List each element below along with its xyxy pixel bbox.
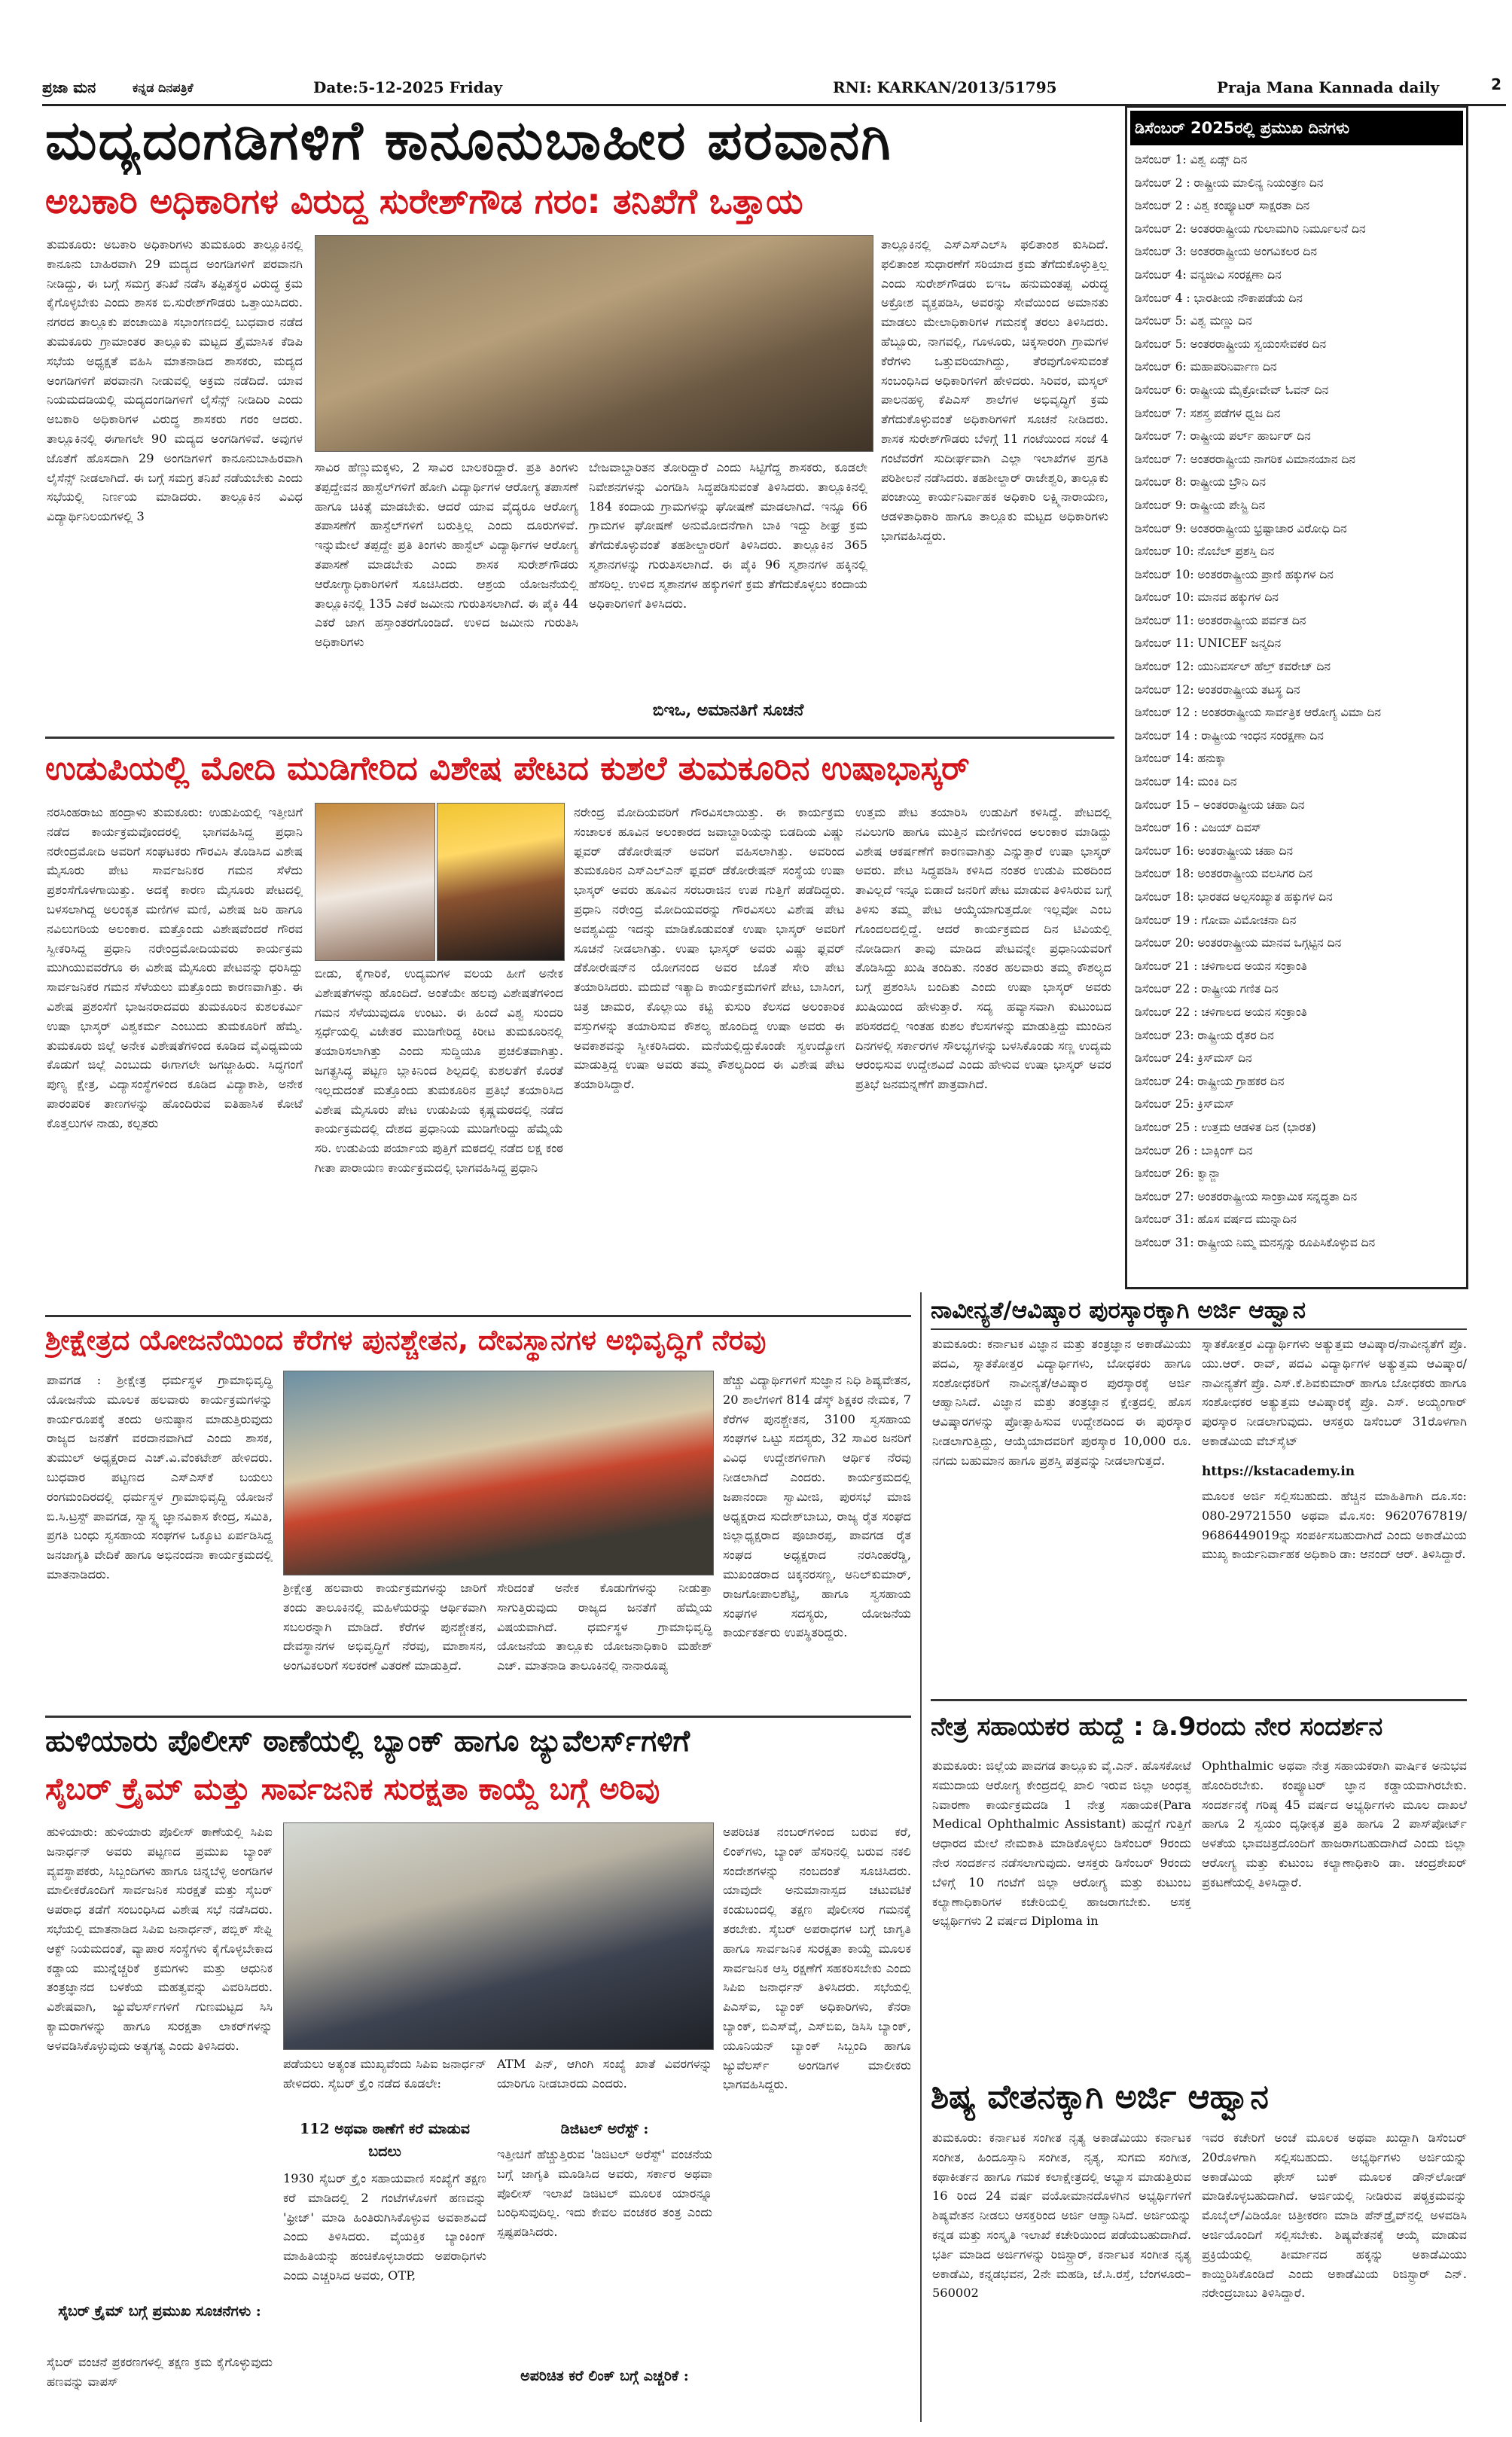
story3-column-2: ಶ್ರೀಕ್ಷೇತ್ರ ಹಲವಾರು ಕಾರ್ಯಕ್ರಮಗಳನ್ನು ಜಾರಿಗೆ ತಂದು ತಾಲೂಕಿನಲ್ಲಿ ಮಹಿಳೆಯರನ್ನು ಆರ್ಥಿಕವಾಗಿ ಸಬಲರನ್ನಾಗಿ ಮಾಡಿದೆ. ಕೆರೆಗಳ ಪುನಶ್ಚೇತನ, ದೇವಸ್ಥಾನಗಳ ಅಭಿವೃದ್ಧಿಗೆ ನೆರವು, ಮಾಶಾಸನ, ಅಂಗವಿಕಲರಿಗೆ ಸಲಕರಣೆ ವಿತರಣೆ ಮಾಡುತ್ತಿದೆ. bbox=[283, 1581, 486, 1673]
story4-headline: ನಾವೀನ್ಯತೆ/ಆವಿಷ್ಕಾರ ಪುರಸ್ಕಾರಕ್ಕಾಗಿ ಅರ್ಜಿ ಆಹ್ವಾನ bbox=[931, 1292, 1467, 1330]
date-item: ಡಿಸೆಂಬರ್ 23: ರಾಷ್ಟ್ರೀಯ ರೈತರ ದಿನ bbox=[1135, 1028, 1274, 1042]
date-item: ಡಿಸೆಂಬರ್ 9: ಅಂತರರಾಷ್ಟ್ರೀಯ ಭ್ರಷ್ಟಾಚಾರ ವಿರೋಧಿ ದಿನ bbox=[1135, 521, 1347, 535]
masthead-tagline: ಕನ್ನಡ ದಿನಪತ್ರಿಕೆ bbox=[133, 81, 194, 95]
date-item: ಡಿಸೆಂಬರ್ 5: ವಿಶ್ವ ಮಣ್ಣು ದಿನ bbox=[1135, 314, 1252, 328]
date-item: ಡಿಸೆಂಬರ್ 2 : ವಿಶ್ವ ಕಂಪ್ಯೂಟರ್ ಸಾಕ್ಷರತಾ ದಿನ bbox=[1135, 199, 1310, 213]
story3-column-3: ಸೇರಿದಂತೆ ಅನೇಕ ಕೊಡುಗೆಗಳನ್ನು ನೀಡುತ್ತಾ ಸಾಗುತ್ತಿರುವುದು ರಾಜ್ಯದ ಜನತೆಗೆ ಹೆಮ್ಮೆಯ ವಿಷಯವಾಗಿದೆ. ಧರ್ಮಸ್ಥಳ ಗ್ರಾಮಾಭಿವೃದ್ಧಿ ಯೋಜನೆಯ ತಾಲ್ಲೂಕು ಯೋಜನಾಧಿಕಾರಿ ಮಹೇಶ್ ಎಚ್. ಮಾತನಾಡಿ ತಾಲೂಕಿನಲ್ಲಿ ನಾನಾರೂಪ್ಯ bbox=[497, 1581, 712, 1673]
date-item: ಡಿಸೆಂಬರ್ 22 : ರಾಷ್ಟ್ರೀಯ ಗಣಿತ ದಿನ bbox=[1135, 982, 1279, 996]
divider bbox=[45, 1716, 911, 1718]
masthead-date: Date:5-12-2025 Friday bbox=[313, 78, 503, 96]
story4-column-2: ಸ್ನಾತಕೋತ್ತರ ವಿದ್ಯಾರ್ಥಿಗಳು ಅತ್ಯುತ್ತಮ ಆವಿಷ್ಕಾರ/ನಾವೀನ್ಯತೆಗೆ ಪ್ರೊ. ಯು.ಆರ್. ರಾವ್, ಪದವಿ ವಿದ್ಯಾರ್ಥಿಗಳ ಅತ್ಯುತ್ತಮ ಆವಿಷ್ಕಾರ/ನಾವೀನ್ಯತೆಗೆ ಪ್ರೊ. ಎಸ್.ಕೆ.ಶಿವಕುಮಾರ್ ಹಾಗೂ ಬೋಧಕರು ಹಾಗೂ ಸಂಶೋಧಕರ ಅತ್ಯುತ್ತಮ ಆವಿಷ್ಕಾರಕ್ಕೆ ಪ್ರೊ. ಎಸ್. ಅಯ್ಯಂಗಾರ್ ಪುರಸ್ಕಾರ ನೀಡಲಾಗುವುದು. ಆಸಕ್ತರು ಡಿಸೆಂಬರ್ 31ರೊಳಗಾಗಿ ಅಕಾಡೆಮಿಯ ವೆಬ್‌ಸೈಟ್ bbox=[1202, 1337, 1467, 1448]
story7-column-3-subhead-2: ಅಪರಿಚಿತ ಕರೆ ಲಿಂಕ್ ಬಗ್ಗೆ ಎಚ್ಚರಿಕೆ : bbox=[520, 2368, 689, 2384]
date-item: ಡಿಸೆಂಬರ್ 15 – ಅಂತರರಾಷ್ಟ್ರೀಯ ಚಹಾ ದಿನ bbox=[1135, 798, 1305, 812]
story6-column-1: ತುಮಕೂರು: ಕರ್ನಾಟಕ ಸಂಗೀತ ನೃತ್ಯ ಅಕಾಡೆಮಿಯು ಕರ್ನಾಟಕ ಸಂಗೀತ, ಹಿಂದೂಸ್ತಾನಿ ಸಂಗೀತ, ನೃತ್ಯ, ಸುಗಮ ಸಂಗೀತ, ಕಥಾಕೀರ್ತನ ಹಾಗೂ ಗಮಕ ಕಲಾಕ್ಷೇತ್ರದಲ್ಲಿ ಅಭ್ಯಾಸ ಮಾಡುತ್ತಿರುವ 16 ರಿಂದ 24 ವರ್ಷ ವಯೋಮಾನದೊಳಗಿನ ಅಭ್ಯರ್ಥಿಗಳಿಗೆ ಶಿಷ್ಯವೇತನ ನೀಡಲು ಆಸಕ್ತರಿಂದ ಅರ್ಜಿ ಆಹ್ವಾನಿಸಿದೆ. ಅರ್ಜಿಯನ್ನು ಕನ್ನಡ ಮತ್ತು ಸಂಸ್ಕೃತಿ ಇಲಾಖೆ ಕಚೇರಿಯಿಂದ ಪಡೆಯಬಹುದಾಗಿದೆ. ಭರ್ತಿ ಮಾಡಿದ ಅರ್ಜಿಗಳನ್ನು ರಿಜಿಸ್ಟ್ರಾರ್, ಕರ್ನಾಟಕ ಸಂಗೀತ ನೃತ್ಯ ಅಕಾಡೆಮಿ, ಕನ್ನಡಭವನ, 2ನೇ ಮಹಡಿ, ಜೆ.ಸಿ.ರಸ್ತೆ, ಬೆಂಗಳೂರು–560002 bbox=[932, 2130, 1191, 2301]
story7-column-2-tail: 1930 ಸೈಬರ್ ಕ್ರೈಂ ಸಹಾಯವಾಣಿ ಸಂಖ್ಯೆಗೆ ತಕ್ಷಣ ಕರೆ ಮಾಡಿದಲ್ಲಿ 2 ಗಂಟೆಗಳೊಳಗೆ ಹಣವನ್ನು 'ಫ್ರೀಜ್' ಮಾಡಿ ಹಿಂತಿರುಗಿಸಿಕೊಳ್ಳುವ ಅವಕಾಶವಿದೆ ಎಂದು ತಿಳಿಸಿದರು. ವೈಯಕ್ತಿಕ ಬ್ಯಾಂಕಿಂಗ್ ಮಾಹಿತಿಯನ್ನು ಹಂಚಿಕೊಳ್ಳಬಾರದು ಅಪರಾಧಿಗಳು ಎಂದು ಎಚ್ಚರಿಸಿದ ಅವರು, OTP, bbox=[283, 2171, 486, 2283]
story1-headline: ಮದ್ಯದಂಗಡಿಗಳಿಗೆ ಕಾನೂನುಬಾಹೀರ ಪರವಾನಗಿ bbox=[45, 108, 892, 172]
masthead-rni: RNI: KARKAN/2013/51795 bbox=[833, 78, 1057, 96]
date-item: ಡಿಸೆಂಬರ್ 12 : ಅಂತರರಾಷ್ಟ್ರೀಯ ಸಾರ್ವತ್ರಿಕ ಆರೋಗ್ಯ ವಿಮಾ ದಿನ bbox=[1135, 706, 1381, 720]
date-item: ಡಿಸೆಂಬರ್ 24: ಕ್ರಿಸ್‌ಮಸ್ ದಿನ bbox=[1135, 1051, 1252, 1066]
story3-column-4: ಹೆಚ್ಚು ವಿದ್ಯಾರ್ಥಿಗಳಿಗೆ ಸುಜ್ಞಾನ ನಿಧಿ ಶಿಷ್ಯವೇತನ, 20 ಶಾಲೆಗಳಿಗೆ 814 ಡೆಸ್ಕ್ ಶಿಕ್ಷಕರ ನೇಮಕ, 7 ಕೆರೆಗಳ ಪುನಶ್ಚೇತನ, 3100 ಸ್ವಸಹಾಯ ಸಂಘಗಳ ಒಟ್ಟು ಸದಸ್ಯರು, 32 ಸಾವಿರ ಜನರಿಗೆ ವಿವಿಧ ಉದ್ದೇಶಗಳಿಗಾಗಿ ಆರ್ಥಿಕ ನೆರವು ನೀಡಲಾಗಿದೆ ಎಂದರು. ಕಾರ್ಯಕ್ರಮದಲ್ಲಿ ಜಪಾನಂದಾ ಸ್ವಾಮೀಜಿ, ಪುರಸಭೆ ಮಾಜಿ ಅಧ್ಯಕ್ಷರಾದ ಸುದೇಶ್‌ಬಾಬು, ರಾಜ್ಯ ರೈತ ಸಂಘದ ಜಿಲ್ಲಾಧ್ಯಕ್ಷರಾದ ಪೂಜಾರಪ್ಪ, ಪಾವಗಡ ರೈತ ಸಂಘದ ಅಧ್ಯಕ್ಷರಾದ ನರಸಿಂಹರೆಡ್ಡಿ, ಮುಖಂಡರಾದ ಚಿಕ್ಕನರಸಣ್ಣ, ಅನಿಲ್‌ಕುಮಾರ್, ರಾಜಗೋಪಾಲಶೆಟ್ಟಿ, ಹಾಗೂ ಸ್ವಸಹಾಯ ಸಂಘಗಳ ಸದಸ್ಯರು, ಯೋಜನೆಯ ಕಾರ್ಯಕರ್ತರು ಉಪಸ್ಥಿತರಿದ್ದರು. bbox=[723, 1373, 911, 1640]
story4-column-1: ತುಮಕೂರು: ಕರ್ನಾಟಕ ವಿಜ್ಞಾನ ಮತ್ತು ತಂತ್ರಜ್ಞಾನ ಅಕಾಡೆಮಿಯು ಪದವಿ, ಸ್ನಾತಕೋತ್ತರ ವಿದ್ಯಾರ್ಥಿಗಳು, ಬೋಧಕರು ಹಾಗೂ ಸಂಶೋಧಕರಿಗೆ ನಾವೀನ್ಯತೆ/ಆವಿಷ್ಕಾರ ಪುರಸ್ಕಾರಕ್ಕೆ ಅರ್ಜಿ ಆಹ್ವಾನಿಸಿದೆ. ವಿಜ್ಞಾನ ಮತ್ತು ತಂತ್ರಜ್ಞಾನ ಕ್ಷೇತ್ರದಲ್ಲಿ ಹೊಸ ಆವಿಷ್ಕಾರಗಳನ್ನು ಪ್ರೋತ್ಸಾಹಿಸುವ ಉದ್ದೇಶದಿಂದ ಈ ಪುರಸ್ಕಾರ ನೀಡಲಾಗುತ್ತಿದ್ದು, ಆಯ್ಕೆಯಾದವರಿಗೆ ಪುರಸ್ಕಾರ 10,000 ರೂ. ನಗದು ಬಹುಮಾನ ಹಾಗೂ ಪ್ರಶಸ್ತಿ ಪತ್ರವನ್ನು ನೀಡಲಾಗುತ್ತದೆ. bbox=[932, 1337, 1191, 1468]
story2-column-2: ಬೀಡು, ಕೈಗಾರಿಕೆ, ಉದ್ಯಮಗಳ ವಲಯ ಹೀಗೆ ಅನೇಕ ವಿಶೇಷತೆಗಳನ್ನು ಹೊಂದಿದೆ. ಅಂತೆಯೇ ಹಲವು ವಿಶೇಷತೆಗಳಿಂದ ಗಮನ ಸೆಳೆಯುವುದೂ ಉಂಟು. ಈ ಹಿಂದೆ ವಿಶ್ವ ಸುಂದರಿ ಸ್ಪರ್ಧೆಯಲ್ಲಿ ವಿಜೇತರ ಮುಡಿಗೇರಿದ್ದ ಕಿರೀಟ ತುಮಕೂರಿನಲ್ಲಿ ತಯಾರಿಸಲಾಗಿತ್ತು ಎಂದು ಸುದ್ದಿಯೂ ಪ್ರಚಲಿತವಾಗಿತ್ತು. ಜಗತ್ಪ್ರಸಿದ್ಧ ಪಟ್ಟಣ ಬ್ಲಾಕಿನಿಂದ ಶಿಲ್ಪದಲ್ಲಿ ಕುಶಲತೆಗೆ ಕೊರತೆ ಇಲ್ಲದುದಂತೆ ಮತ್ತೊಂದು ತುಮಕೂರಿನ ಪ್ರತಿಭೆ ತಯಾರಿಸಿದ ವಿಶೇಷ ಮೈಸೂರು ಪೇಟ ಉಡುಪಿಯ ಕೃಷ್ಣಮಠದಲ್ಲಿ ನಡೆದ ಕಾರ್ಯಕ್ರಮದಲ್ಲಿ ದೇಶದ ಪ್ರಧಾನಿಯ ಮುಡಿಗೇರಿದ್ದು ಹೆಮ್ಮೆಯೆ ಸರಿ. ಉಡುಪಿಯ ಪರ್ಯಾಯ ಪುತ್ತಿಗೆ ಮಠದಲ್ಲಿ ನಡೆದ ಲಕ್ಷ ಕಂಠ ಗೀತಾ ಪಾರಾಯಣ ಕಾರ್ಯಕ್ರಮದಲ್ಲಿ ಭಾಗವಹಿಸಿದ್ದ ಪ್ರಧಾನಿ bbox=[315, 966, 563, 1175]
usha-bhaskar-photo bbox=[437, 803, 565, 961]
story1-column-2: ಸಾವಿರ ಹೆಣ್ಣುಮಕ್ಕಳು, 2 ಸಾವಿರ ಬಾಲಕರಿದ್ದಾರೆ. ಪ್ರತಿ ತಿಂಗಳು ತಪ್ಪದ್ದೇವನ ಹಾಸ್ಟೆಲ್‌ಗಳಿಗೆ ಹೋಗಿ ವಿದ್ಯಾರ್ಥಿಗಳ ಆರೋಗ್ಯ ತಪಾಸಣೆ ಹಾಗೂ ಚಿಕಿತ್ಸೆ ಮಾಡಬೇಕು. ಆದರೆ ಯಾವ ವೈದ್ಯರೂ ಆರೋಗ್ಯ ತಪಾಸಣೆಗೆ ಹಾಸ್ಟೆಲ್‌ಗಳಿಗೆ ಬರುತ್ತಿಲ್ಲ ಎಂದು ದೂರುಗಳಿವೆ. ಇನ್ನುಮೇಲೆ ತಪ್ಪದ್ದೇ ಪ್ರತಿ ತಿಂಗಳು ಹಾಸ್ಟೆಲ್ ವಿದ್ಯಾರ್ಥಿಗಳ ಆರೋಗ್ಯ ತಪಾಸಣೆ ಮಾಡಬೇಕು ಎಂದು ಶಾಸಕ ಸುರೇಶ್‌ಗೌಡರು ಆರೋಗ್ಯಾಧಿಕಾರಿಗಳಿಗೆ ಸೂಚಿಸಿದರು. ಆಶ್ರಯ ಯೋಜನೆಯಲ್ಲಿ ತಾಲ್ಲೂಕಿನಲ್ಲಿ 135 ಎಕರೆ ಜಮೀನು ಗುರುತಿಸಲಾಗಿದೆ. ಈ ಪೈಕಿ 44 ಎಕರೆ ಜಾಗ ಹಸ್ತಾಂತರಗೊಂಡಿದೆ. ಉಳಿದ ಜಮೀನು ಗುರುತಿಸಿ ಅಧಿಕಾರಿಗಳು bbox=[315, 460, 578, 650]
dates-box-heading: ಡಿಸೆಂಬರ್ 2025ರಲ್ಲಿ ಪ್ರಮುಖ ದಿನಗಳು bbox=[1130, 111, 1463, 145]
story3-column-1: ಪಾವಗಡ : ಶ್ರೀಕ್ಷೇತ್ರ ಧರ್ಮಸ್ಥಳ ಗ್ರಾಮಾಭಿವೃದ್ಧಿ ಯೋಜನೆಯ ಮೂಲಕ ಹಲವಾರು ಕಾರ್ಯಕ್ರಮಗಳನ್ನು ಕಾರ್ಯರೂಪಕ್ಕೆ ತಂದು ಅನುಷ್ಠಾನ ಮಾಡುತ್ತಿರುವುದು ರಾಜ್ಯದ ಜನತೆಗೆ ವರದಾನವಾಗಿದೆ ಎಂದು ಶಾಸಕ, ತುಮುಲ್ ಅಧ್ಯಕ್ಷರಾದ ಎಚ್.ವಿ.ವೆಂಕಟೇಶ್ ಹೇಳಿದರು. ಬುಧವಾರ ಪಟ್ಟಣದ ಎಸ್‌ಎಸ್‌ಕೆ ಬಯಲು ರಂಗಮಂದಿರದಲ್ಲಿ ಧರ್ಮಸ್ಥಳ ಗ್ರಾಮಾಭಿವೃದ್ಧಿ ಯೋಜನೆ ಬಿ.ಸಿ.ಟ್ರಸ್ಟ್ ಪಾವಗಡ, ಸ್ವಾಸ್ಥ್ಯ ಜ್ಞಾನವಿಕಾಸ ಕೇಂದ್ರ, ಸಮಿತಿ, ಪ್ರಗತಿ ಬಂಧು ಸ್ವಸಹಾಯ ಸಂಘಗಳ ಒಕ್ಕೂಟ ಏರ್ಪಡಿಸಿದ್ದ ಜನಜಾಗೃತಿ ವೇದಿಕೆ ಹಾಗೂ ಅಭಿನಂದನಾ ಕಾರ್ಯಕ್ರಮದಲ್ಲಿ ಮಾತನಾಡಿದರು. bbox=[47, 1373, 273, 1581]
date-item: ಡಿಸೆಂಬರ್ 11: UNICEF ಜನ್ಮದಿನ bbox=[1135, 636, 1281, 651]
dates-list bbox=[1135, 148, 1459, 1255]
date-item: ಡಿಸೆಂಬರ್ 7: ರಾಷ್ಟ್ರೀಯ ಪರ್ಲ್ ಹಾರ್ಬರ್ ದಿನ bbox=[1135, 429, 1311, 444]
date-item: ಡಿಸೆಂಬರ್ 26 : ಬಾಕ್ಸಿಂಗ್ ದಿನ bbox=[1135, 1143, 1253, 1157]
story2-column-4: ಉತ್ತಮ ಪೇಟ ತಯಾರಿಸಿ ಉಡುಪಿಗೆ ಕಳಿಸಿದ್ದೆ. ಪೇಟದಲ್ಲಿ ನವಿಲುಗರಿ ಹಾಗೂ ಮುತ್ತಿನ ಮಣಿಗಳಿಂದ ಅಲಂಕಾರ ಮಾಡಿದ್ದು ವಿಶೇಷ ಆಕರ್ಷಣೆಗೆ ಕಾರಣವಾಗಿತ್ತು ಎನ್ನುತ್ತಾರೆ ಉಷಾ ಭಾಸ್ಕರ್ ಅವರು. ಪೇಟ ಸಿದ್ಧಪಡಿಸಿ ಕಳಿಸಿದ ನಂತರ ಉಡುಪಿ ಮಠದಿಂದ ತಾವಿಲ್ಲದೆ ಇನ್ನೂ ಬಿಡಾದೆ ಜನರಿಗೆ ಪೇಟ ಮಾಡುವ ತಿಳಿಸಿರುವ ಬಗ್ಗೆ ತಿಳಿಸು ತಮ್ಮ ಪೇಟ ಆಯ್ಕೆಯಾಗುತ್ತದೋ ಇಲ್ಲವೋ ಎಂಬ ಗೊಂದಲದಲ್ಲಿದ್ದೆ. ಆದರೆ ಕಾರ್ಯಕ್ರಮದ ದಿನ ಟಿವಿಯಲ್ಲಿ ನೋಡಿದಾಗ ತಾವು ಮಾಡಿದ ಪೇಟವನ್ನೇ ಪ್ರಧಾನಿಯವರಿಗೆ ತೊಡಿಸಿದ್ದು ಖುಷಿ ತಂದಿತು. ನಂತರ ಹಲವಾರು ತಮ್ಮ ಕೌಶಲ್ಯದ ಬಗ್ಗೆ ಪ್ರಶಂಸಿಸಿ ಬಂದಿತು ಎಂದು ಉಷಾ ಭಾಸ್ಕರ್ ಅವರು ಖುಷಿಯಿಂದ ಹೇಳುತ್ತಾರೆ. ಸದ್ಯ ಹವ್ಯಾಸವಾಗಿ ಕುಟುಂಬದ ಪರಿಸರದಲ್ಲಿ ಇಂತಹ ಕುಶಲ ಕೆಲಸಗಳನ್ನು ಮಾಡುತ್ತಿದ್ದು ಮುಂದಿನ ದಿನಗಳಲ್ಲಿ ಸರ್ಕಾರಗಳ ಸೌಲಭ್ಯಗಳನ್ನು ಬಳಸಿಕೊಂಡು ಸಣ್ಣ ಉದ್ಯಮ ಆರಂಭಿಸುವ ಉದ್ದೇಶವಿದೆ ಎಂದು ಹೇಳುವ ಉಷಾ ಭಾಸ್ಕರ್ ಅವರ ಪ್ರತಿಭೆ ಜನಮನ್ನಣೆಗೆ ಪಾತ್ರವಾಗಿದೆ. bbox=[855, 805, 1111, 1092]
date-item: ಡಿಸೆಂಬರ್ 6: ಮಹಾಪರಿನಿರ್ವಾಣ ದಿನ bbox=[1135, 360, 1277, 374]
date-item: ಡಿಸೆಂಬರ್ 2: ಅಂತರರಾಷ್ಟ್ರೀಯ ಗುಲಾಮಗಿರಿ ನಿರ್ಮೂಲನೆ ದಿನ bbox=[1135, 221, 1366, 236]
story5-column-2: Ophthalmic ಅಥವಾ ನೇತ್ರ ಸಹಾಯಕರಾಗಿ ವಾರ್ಷಿಕ ಅನುಭವ ಹೊಂದಿರಬೇಕು. ಕಂಪ್ಯೂಟರ್ ಜ್ಞಾನ ಕಡ್ಡಾಯವಾಗಿರಬೇಕು. ಸಂದರ್ಶನಕ್ಕೆ ಗರಿಷ್ಠ 45 ವರ್ಷದ ಅಭ್ಯರ್ಥಿಗಳು ಮೂಲ ದಾಖಲೆ ಹಾಗೂ 2 ಸ್ವಯಂ ದೃಢೀಕೃತ ಪ್ರತಿ ಹಾಗೂ 2 ಪಾಸ್‌ಪೋರ್ಟ್ ಅಳತೆಯ ಭಾವಚಿತ್ರದೊಂದಿಗೆ ಹಾಜರಾಗಬಹುದಾಗಿದೆ ಎಂದು ಜಿಲ್ಲಾ ಆರೋಗ್ಯ ಮತ್ತು ಕುಟುಂಬ ಕಲ್ಯಾಣಾಧಿಕಾರಿ ಡಾ. ಚಂದ್ರಶೇಖರ್ ಪ್ರಕಟಣೆಯಲ್ಲಿ ತಿಳಿಸಿದ್ದಾರೆ. bbox=[1202, 1758, 1467, 1890]
story7-column-1-tail: ಸೈಬರ್ ವಂಚನೆ ಪ್ರಕರಣಗಳಲ್ಲಿ ತಕ್ಷಣ ಕ್ರಮ ಕೈಗೊಳ್ಳುವುದು ಹಣವನ್ನು ವಾಪಸ್ bbox=[47, 2355, 273, 2389]
date-item: ಡಿಸೆಂಬರ್ 27: ಅಂತರರಾಷ್ಟ್ರೀಯ ಸಾಂಕ್ರಾಮಿಕ ಸನ್ನದ್ಧತಾ ದಿನ bbox=[1135, 1189, 1358, 1203]
date-item: ಡಿಸೆಂಬರ್ 16: ಅಂತರಾಷ್ಟ್ರೀಯ ಚಹಾ ದಿನ bbox=[1135, 843, 1293, 858]
story1-subheadline: ಅಬಕಾರಿ ಅಧಿಕಾರಿಗಳ ವಿರುದ್ಧ ಸುರೇಶ್‌ಗೌಡ ಗರಂ: ತನಿಖೆಗೆ ಒತ್ತಾಯ bbox=[45, 181, 803, 221]
masthead-paper-name: Praja Mana Kannada daily bbox=[1217, 78, 1440, 96]
date-item: ಡಿಸೆಂಬರ್ 14 : ರಾಷ್ಟ್ರೀಯ ಇಂಧನ ಸಂರಕ್ಷಣಾ ದಿನ bbox=[1135, 728, 1324, 743]
story7-column-1: ಹುಳಿಯಾರು: ಹುಳಿಯಾರು ಪೊಲೀಸ್ ಠಾಣೆಯಲ್ಲಿ ಸಿಪಿಐ ಜನಾರ್ಧನ್ ಅವರು ಪಟ್ಟಣದ ಪ್ರಮುಖ ಬ್ಯಾಂಕ್ ವ್ಯವಸ್ಥಾಪಕರು, ಸಿಬ್ಬಂದಿಗಳು ಹಾಗೂ ಚಿನ್ನಬೆಳ್ಳಿ ಅಂಗಡಿಗಳ ಮಾಲೀಕರೊಂದಿಗೆ ಸಾರ್ವಜನಿಕ ಸುರಕ್ಷತೆ ಮತ್ತು ಸೈಬರ್ ಅಪರಾಧ ತಡೆಗೆ ಸಂಬಂಧಿಸಿದ ವಿಶೇಷ ಸಭೆ ನಡೆಸಿದರು. ಸಭೆಯಲ್ಲಿ ಮಾತನಾಡಿದ ಸಿಪಿಐ ಜನಾರ್ಧನ್, ಪಬ್ಲಿಕ್ ಸೇಫ್ಟಿ ಆಕ್ಟ್ ನಿಯಮದಂತೆ, ವ್ಯಾಪಾರ ಸಂಸ್ಥೆಗಳು ಕೈಗೊಳ್ಳಬೇಕಾದ ಕಡ್ಡಾಯ ಮುನ್ನೆಚ್ಚರಿಕೆ ಕ್ರಮಗಳು ಮತ್ತು ಆಧುನಿಕ ತಂತ್ರಜ್ಞಾನದ ಬಳಕೆಯ ಮಹತ್ವವನ್ನು ವಿವರಿಸಿದರು. ವಿಶೇಷವಾಗಿ, ಜ್ಯುವೆಲರ್ಸ್‌ಗಳಿಗೆ ಗುಣಮಟ್ಟದ ಸಿಸಿ ಕ್ಯಾಮರಾಗಳನ್ನು ಹಾಗೂ ಸುರಕ್ಷತಾ ಲಾಕರ್‌ಗಳನ್ನು ಅಳವಡಿಸಿಕೊಳ್ಳುವುದು ಅತ್ಯಗತ್ಯ ಎಂದು ತಿಳಿಸಿದರು. bbox=[47, 1825, 273, 2053]
date-item: ಡಿಸೆಂಬರ್ 25 : ಉತ್ತಮ ಆಡಳಿತ ದಿನ (ಭಾರತ) bbox=[1135, 1120, 1316, 1134]
divider bbox=[931, 1699, 1467, 1701]
story7-column-3-tail: ಇತ್ತೀಚಿಗೆ ಹೆಚ್ಚುತ್ತಿರುವ 'ಡಿಜಿಟಲ್ ಅರೆಸ್ಟ್' ವಂಚನೆಯ ಬಗ್ಗೆ ಜಾಗೃತಿ ಮೂಡಿಸಿದ ಅವರು, ಸರ್ಕಾರ ಅಥವಾ ಪೊಲೀಸ್ ಇಲಾಖೆ ಡಿಜಿಟಲ್ ಮೂಲಕ ಯಾರನ್ನೂ ಬಂಧಿಸುವುದಿಲ್ಲ. ಇದು ಕೇವಲ ವಂಚಕರ ತಂತ್ರ ಎಂದು ಸ್ಪಷ್ಟಪಡಿಸಿದರು. bbox=[497, 2147, 712, 2240]
date-item: ಡಿಸೆಂಬರ್ 7: ಸಶಸ್ತ್ರ ಪಡೆಗಳ ಧ್ವಜ ದಿನ bbox=[1135, 406, 1281, 420]
date-item: ಡಿಸೆಂಬರ್ 25: ಕ್ರಿಸ್‌ಮಸ್ bbox=[1135, 1097, 1235, 1112]
modi-photo bbox=[315, 803, 435, 961]
story2-headline: ಉಡುಪಿಯಲ್ಲಿ ಮೋದಿ ಮುಡಿಗೇರಿದ ವಿಶೇಷ ಪೇಟದ ಕುಶಲೆ ತುಮಕೂರಿನ ಉಷಾಭಾಸ್ಕರ್ bbox=[45, 749, 970, 788]
date-item: ಡಿಸೆಂಬರ್ 9: ರಾಷ್ಟ್ರೀಯ ಪೇಸ್ಟ್ರಿ ದಿನ bbox=[1135, 498, 1266, 512]
divider bbox=[45, 1315, 911, 1317]
date-item: ಡಿಸೆಂಬರ್ 31: ರಾಷ್ಟ್ರೀಯ ನಿಮ್ಮ ಮನಸ್ಸನ್ನು ರೂಪಿಸಿಕೊಳ್ಳುವ ದಿನ bbox=[1135, 1235, 1376, 1249]
date-item: ಡಿಸೆಂಬರ್ 24: ರಾಷ್ಟ್ರೀಯ ಗ್ರಾಹಕರ ದಿನ bbox=[1135, 1074, 1285, 1088]
story7-column-3: ATM ಪಿನ್, ಆಗಿಂಗಿ ಸಂಖ್ಯೆ ಖಾತೆ ವಿವರಗಳನ್ನು ಯಾರಿಗೂ ನೀಡಬಾರದು ಎಂದರು. bbox=[497, 2057, 712, 2091]
date-item: ಡಿಸೆಂಬರ್ 6: ರಾಷ್ಟ್ರೀಯ ಮೈಕ್ರೋವೇವ್ ಓವನ್ ದಿನ bbox=[1135, 383, 1329, 397]
story7-column-4: ಅಪರಿಚಿತ ನಂಬರ್‌ಗಳಿಂದ ಬರುವ ಕರೆ, ಲಿಂಕ್‌ಗಳು, ಬ್ಯಾಂಕ್ ಹೆಸರಿನಲ್ಲಿ ಬರುವ ನಕಲಿ ಸಂದೇಶಗಳನ್ನು ನಂಬದಂತೆ ಸೂಚಿಸಿದರು. ಯಾವುದೇ ಅನುಮಾನಾಸ್ಪದ ಚಟುವಟಿಕೆ ಕಂಡುಬಂದಲ್ಲಿ ತಕ್ಷಣ ಪೊಲೀಸರ ಗಮನಕ್ಕೆ ತರಬೇಕು. ಸೈಬರ್ ಅಪರಾಧಗಳ ಬಗ್ಗೆ ಜಾಗೃತಿ ಹಾಗೂ ಸಾರ್ವಜನಿಕ ಸುರಕ್ಷತಾ ಕಾಯ್ದೆ ಮೂಲಕ ಸಾರ್ವಜನಿಕ ಆಸ್ತಿ ರಕ್ಷಣೆಗೆ ಸಹಕರಿಸಬೇಕು ಎಂದು ಸಿಪಿಐ ಜನಾರ್ಧನ್ ತಿಳಿಸಿದರು. ಸಭೆಯಲ್ಲಿ ಪಿಎಸ್‌ಐ, ಬ್ಯಾಂಕ್ ಅಧಿಕಾರಿಗಳು, ಕೆನರಾ ಬ್ಯಾಂಕ್, ಬಿಎಸ್‌ವೈ, ಎಸ್‌ಬಿಐ, ಡಿಸಿಸಿ ಬ್ಯಾಂಕ್, ಯೂನಿಯನ್ ಬ್ಯಾಂಕ್ ಸಿಬ್ಬಂದಿ ಹಾಗೂ ಜ್ಯುವೆಲರ್ಸ್ ಅಂಗಡಿಗಳ ಮಾಲೀಕರು ಭಾಗವಹಿಸಿದ್ದರು. bbox=[723, 1825, 911, 2092]
date-item: ಡಿಸೆಂಬರ್ 16 : ವಿಜಯ್ ದಿವಸ್ bbox=[1135, 821, 1261, 835]
story7-headline-2: ಸೈಬರ್ ಕ್ರೈಮ್ ಮತ್ತು ಸಾರ್ವಜನಿಕ ಸುರಕ್ಷತಾ ಕಾಯ್ದೆ ಬಗ್ಗೆ ಅರಿವು bbox=[45, 1772, 660, 1807]
date-item: ಡಿಸೆಂಬರ್ 20: ಅಂತರರಾಷ್ಟ್ರೀಯ ಮಾನವ ಒಗ್ಗಟ್ಟಿನ ದಿನ bbox=[1135, 936, 1342, 950]
date-item: ಡಿಸೆಂಬರ್ 11: ಅಂತರರಾಷ್ಟ್ರೀಯ ಪರ್ವತ ದಿನ bbox=[1135, 613, 1306, 627]
story6-headline: ಶಿಷ್ಯ ವೇತನಕ್ಕಾಗಿ ಅರ್ಜಿ ಆಹ್ವಾನ bbox=[931, 2078, 1269, 2116]
date-item: ಡಿಸೆಂಬರ್ 10: ಮಾನವ ಹಕ್ಕುಗಳ ದಿನ bbox=[1135, 590, 1279, 605]
date-item: ಡಿಸೆಂಬರ್ 14: ಮಂಕಿ ದಿನ bbox=[1135, 775, 1237, 789]
story4-website-link[interactable]: https://kstacademy.in bbox=[1202, 1464, 1355, 1479]
story6-column-2: ಇವರ ಕಚೇರಿಗೆ ಅಂಚೆ ಮೂಲಕ ಅಥವಾ ಖುದ್ದಾಗಿ ಡಿಸೆಂಬರ್ 20ರೊಳಗಾಗಿ ಸಲ್ಲಿಸಬಹುದು. ಅಭ್ಯರ್ಥಿಗಳು ಅರ್ಜಿಯನ್ನು ಅಕಾಡೆಮಿಯ ಫೇಸ್ ಬುಕ್ ಮೂಲಕ ಡೌನ್‌ಲೋಡ್ ಮಾಡಿಕೊಳ್ಳಬಹುದಾಗಿದೆ. ಅರ್ಜಿಯಲ್ಲಿ ನೀಡಿರುವ ಪಠ್ಯಕ್ರಮವನ್ನು ಮೊಬೈಲ್/ವಿಡಿಯೋ ಚಿತ್ರೀಕರಣ ಮಾಡಿ ಪೆನ್‌ಡ್ರೈವ್‌ನಲ್ಲಿ ಅಳವಡಿಸಿ ಅರ್ಜಿಯೊಂದಿಗೆ ಸಲ್ಲಿಸಬೇಕು. ಶಿಷ್ಯವೇತನಕ್ಕೆ ಆಯ್ಕೆ ಮಾಡುವ ಪ್ರಕ್ರಿಯೆಯಲ್ಲಿ ತೀರ್ಮಾನದ ಹಕ್ಕನ್ನು ಅಕಾಡೆಮಿಯು ಕಾಯ್ದಿರಿಸಿಕೊಂಡಿದೆ ಎಂದು ಅಕಾಡೆಮಿಯ ರಿಜಿಸ್ಟ್ರಾರ್ ಎನ್. ನರೇಂದ್ರಬಾಬು ತಿಳಿಸಿದ್ದಾರೆ. bbox=[1202, 2130, 1467, 2301]
story4-column-2-tail: ಮೂಲಕ ಅರ್ಜಿ ಸಲ್ಲಿಸಬಹುದು. ಹೆಚ್ಚಿನ ಮಾಹಿತಿಗಾಗಿ ದೂ.ಸಂ: 080-29721550 ಅಥವಾ ಮೊ.ಸಂ: 9620767819/ 9686449019ನ್ನು ಸಂಪರ್ಕಿಸಬಹುದಾಗಿದೆ ಎಂದು ಅಕಾಡೆಮಿಯ ಮುಖ್ಯ ಕಾರ್ಯನಿರ್ವಾಹಕ ಅಧಿಕಾರಿ ಡಾ: ಆನಂದ್ ಆರ್. ತಿಳಿಸಿದ್ದಾರೆ. bbox=[1202, 1489, 1467, 1562]
story3-photo bbox=[283, 1371, 714, 1575]
story7-column-1-subhead: ಸೈಬರ್ ಕ್ರೈಮ್ ಬಗ್ಗೆ ಪ್ರಮುಖ ಸೂಚನೆಗಳು : bbox=[58, 2303, 261, 2320]
date-item: ಡಿಸೆಂಬರ್ 3: ಅಂತರರಾಷ್ಟ್ರೀಯ ಅಂಗವಿಕಲರ ದಿನ bbox=[1135, 245, 1317, 259]
date-item: ಡಿಸೆಂಬರ್ 10: ನೊಬೆಲ್ ಪ್ರಶಸ್ತಿ ದಿನ bbox=[1135, 544, 1275, 559]
story7-column-2-subhead: 112 ಅಥವಾ ಠಾಣೆಗೆ ಕರೆ ಮಾಡುವ ಬದಲು bbox=[300, 2121, 470, 2160]
date-item: ಡಿಸೆಂಬರ್ 14: ಹನುಕ್ಕಾ bbox=[1135, 752, 1227, 766]
date-item: ಡಿಸೆಂಬರ್ 19 : ಗೋವಾ ವಿಮೋಚನಾ ದಿನ bbox=[1135, 913, 1297, 927]
date-item: ಡಿಸೆಂಬರ್ 4: ವನ್ಯಜೀವಿ ಸಂರಕ್ಷಣಾ ದಿನ bbox=[1135, 267, 1282, 282]
date-item: ಡಿಸೆಂಬರ್ 7: ಅಂತರರಾಷ್ಟ್ರೀಯ ನಾಗರಿಕ ವಿಮಾನಯಾನ ದಿನ bbox=[1135, 452, 1355, 466]
date-item: ಡಿಸೆಂಬರ್ 26: ಕ್ವಾನ್ಜಾ bbox=[1135, 1167, 1221, 1181]
story7-column-2: ಪಡೆಯಲು ಅತ್ಯಂತ ಮುಖ್ಯವೆಂದು ಸಿಪಿಐ ಜನಾರ್ಧನ್ ಹೇಳಿದರು. ಸೈಬರ್ ಕ್ರೈಂ ನಡೆದ ಕೂಡಲೇ: bbox=[283, 2057, 486, 2091]
date-item: ಡಿಸೆಂಬರ್ 1: ವಿಶ್ವ ಏಡ್ಸ್ ದಿನ bbox=[1135, 153, 1248, 166]
date-item: ಡಿಸೆಂಬರ್ 5: ಅಂತರರಾಷ್ಟ್ರೀಯ ಸ್ವಯಂಸೇವಕರ ದಿನ bbox=[1135, 337, 1327, 351]
story7-column-3-subhead: ಡಿಜಿಟಲ್ ಅರೆಸ್ಟ್ : bbox=[560, 2121, 649, 2137]
story1-column-4: ತಾಲ್ಲೂಕಿನಲ್ಲಿ ಎಸ್‌ಎಸ್‌ಎಲ್‌ಸಿ ಫಲಿತಾಂಶ ಕುಸಿದಿದೆ. ಫಲಿತಾಂಶ ಸುಧಾರಣೆಗೆ ಸರಿಯಾದ ಕ್ರಮ ತೆಗೆದುಕೊಳ್ಳುತ್ತಿಲ್ಲ ಎಂದು ಸುರೇಶ್‌ಗೌಡರು ಬಿಇಒ ಹನುಮಂತಪ್ಪ ವಿರುದ್ಧ ಅಕ್ರೋಶ ವ್ಯಕ್ತಪಡಿಸಿ, ಅವರನ್ನು ಸೇವೆಯಿಂದ ಅಮಾನತು ಮಾಡಲು ಮೇಲಾಧಿಕಾರಿಗಳ ಗಮನಕ್ಕೆ ತರಲು ತಿಳಿಸಿದರು. ಹೆಬ್ಬೂರು, ನಾಗವಲ್ಲಿ, ಗೂಳೂರು, ಚಿಕ್ಕಸಾರಂಗಿ ಗ್ರಾಮಗಳ ಕೆರೆಗಳು ಒತ್ತುವರಿಯಾಗಿದ್ದು, ತೆರವುಗೊಳಿಸುವಂತೆ ಸಂಬಂಧಿಸಿದ ಅಧಿಕಾರಿಗಳಿಗೆ ಹೇಳಿದರು. ಸಿರಿವರ, ಮಸ್ಕಲ್ ಪಾಲನಹಳ್ಳಿ ಕೆಪಿಎಸ್ ಶಾಲೆಗಳ ಅಭಿವೃದ್ಧಿಗೆ ಕ್ರಮ ತೆಗೆದುಕೊಳ್ಳುವಂತೆ ಅಧಿಕಾರಿಗಳಿಗೆ ಸೂಚನೆ ನೀಡಿದರು. ಶಾಸಕ ಸುರೇಶ್‌ಗೌಡರು ಬೆಳಿಗ್ಗೆ 11 ಗಂಟೆಯಿಂದ ಸಂಜೆ 4 ಗಂಟೆವರೆಗೆ ಸುದೀರ್ಘವಾಗಿ ಎಲ್ಲಾ ಇಲಾಖೆಗಳ ಪ್ರಗತಿ ಪರಿಶೀಲನೆ ನಡೆಸಿದರು. ತಹಶೀಲ್ದಾರ್ ರಾಜೇಶ್ವರಿ, ತಾಲ್ಲೂಕು ಪಂಚಾಯ್ತಿ ಕಾರ್ಯನಿರ್ವಾಹಕ ಅಧಿಕಾರಿ ಲಕ್ಷ್ಮಿನಾರಾಯಣ, ಆಡಳಿತಾಧಿಕಾರಿ ಹಾಗೂ ತಾಲ್ಲೂಕು ಮಟ್ಟದ ಅಧಿಕಾರಿಗಳು ಭಾಗವಹಿಸಿದ್ದರು. bbox=[881, 237, 1108, 543]
date-item: ಡಿಸೆಂಬರ್ 2 : ರಾಷ್ಟ್ರೀಯ ಮಾಲಿನ್ಯ ನಿಯಂತ್ರಣ ದಿನ bbox=[1135, 175, 1324, 190]
story2-column-1: ನರಸಿಂಹರಾಜು ಹಂದ್ರಾಳು ತುಮಕೂರು: ಉಡುಪಿಯಲ್ಲಿ ಇತ್ತೀಚಿಗೆ ನಡೆದ ಕಾರ್ಯಕ್ರಮವೊಂದರಲ್ಲಿ ಭಾಗವಹಿಸಿದ್ದ ಪ್ರಧಾನಿ ನರೇಂದ್ರಮೋದಿ ಅವರಿಗೆ ಸಂಘಟಕರು ಗೌರವಿಸಿ ತೊಡಿಸಿದ ವಿಶೇಷ ಮೈಸೂರು ಪೇಟ ಸಾರ್ವಜನಿಕರ ಗಮನ ಸೆಳೆದು ಪ್ರಶಂಸೆಗೊಳಗಾಯಿತ್ತು. ಅದಕ್ಕೆ ಕಾರಣ ಮೈಸೂರು ಪೇಟದಲ್ಲಿ ಬಳಸಲಾಗಿದ್ದ ಅಲಂಕೃತ ಮಣಿಗಳ ಮಣಿ, ವಿಶೇಷ ಜರಿ ಹಾಗೂ ನವಿಲುಗರಿಯ ಅಲಂಕಾರ. ಮತ್ತೊಂದು ವಿಶೇಷವೆಂದರೆ ಗೌರವ ಸ್ವೀಕರಿಸಿದ್ದ ಪ್ರಧಾನಿ ನರೇಂದ್ರಮೋದಿಯವರು ಕಾರ್ಯಕ್ರಮ ಮುಗಿಯುವವರೆಗೂ ಈ ವಿಶೇಷ ಮೈಸೂರು ಪೇಟವನ್ನು ಧರಿಸಿದ್ದು ಸಾರ್ವಜನಿಕರ ಗಮನ ಸೆಳೆಯಲು ಮತ್ತೊಂದು ಕಾರಣವಾಗಿತ್ತು. ಈ ವಿಶೇಷ ಪ್ರಶಂಸೆಗೆ ಭಾಜನರಾದವರು ತುಮಕೂರಿನ ಕುಶಲಕರ್ಮಿ ಉಷಾ ಭಾಸ್ಕರ್ ವಿಶ್ವಕರ್ಮ ಎಂಬುದು ತುಮಕೂರಿಗೆ ಹೆಮ್ಮೆ. ತುಮಕೂರು ಜಿಲ್ಲೆ ಅನೇಕ ವಿಶೇಷತೆಗಳಿಂದ ಕೂಡಿದ ವೈವಿಧ್ಯಮಯ ಕೊಡುಗೆ ಜಿಲ್ಲೆ ಎಂಬುದು ಈಗಾಗಲೇ ಜಗಜ್ಜಾಹಿರು. ಸಿದ್ಧಗಂಗೆ ಪುಣ್ಯ ಕ್ಷೇತ್ರ, ವಿದ್ಯಾಸಂಸ್ಥೆಗಳಿಂದ ಕೂಡಿದ ವಿದ್ಯಾಕಾಶಿ, ಅನೇಕ ಪಾರಂಪರಿಕ ತಾಣಗಳನ್ನು ಹೊಂದಿರುವ ಐತಿಹಾಸಿಕ ಕೋಟೆ ಕೊತ್ತಲುಗಳ ನಾಡು, ಕಲ್ಪತರು bbox=[47, 805, 303, 1130]
story7-photo bbox=[283, 1822, 714, 2050]
date-item: ಡಿಸೆಂಬರ್ 12: ಅಂತರರಾಷ್ಟ್ರೀಯ ತಟಸ್ಥ ದಿನ bbox=[1135, 682, 1300, 697]
story1-column-3-subhead: ಬಿಇಒ, ಅಮಾನತಿಗೆ ಸೂಚನೆ bbox=[652, 700, 804, 720]
date-item: ಡಿಸೆಂಬರ್ 8: ರಾಷ್ಟ್ರೀಯ ಬ್ರೌನಿ ದಿನ bbox=[1135, 475, 1266, 490]
page-number: 2 bbox=[1491, 75, 1501, 93]
story1-column-1: ತುಮಕೂರು: ಅಬಕಾರಿ ಅಧಿಕಾರಿಗಳು ತುಮಕೂರು ತಾಲ್ಲೂಕಿನಲ್ಲಿ ಕಾನೂನು ಬಾಹಿರವಾಗಿ 29 ಮದ್ಯದ ಅಂಗಡಿಗಳಿಗೆ ಪರವಾನಗಿ ನೀಡಿದ್ದು, ಈ ಬಗ್ಗೆ ಸಮಗ್ರ ತನಿಖೆ ನಡೆಸಿ ತಪ್ಪಿತಸ್ಥರ ವಿರುದ್ಧ ಕ್ರಮ ಕೈಗೊಳ್ಳಬೇಕು ಎಂದು ಶಾಸಕ ಬಿ.ಸುರೇಶ್‌ಗೌಡರು ಒತ್ತಾಯಿಸಿದರು. ನಗರದ ತಾಲ್ಲೂಕು ಪಂಚಾಯಿತಿ ಸಭಾಂಗಣದಲ್ಲಿ ಬುಧವಾರ ನಡೆದ ತುಮಕೂರು ಗ್ರಾಮಾಂತರ ತಾಲ್ಲೂಕು ಮಟ್ಟದ ತ್ರೈಮಾಸಿಕ ಕೆಡಿಪಿ ಸಭೆಯ ಅಧ್ಯಕ್ಷತೆ ವಹಿಸಿ ಮಾತನಾಡಿದ ಶಾಸಕರು, ಮದ್ಯದ ಅಂಗಡಿಗಳಿಗೆ ಪರವಾನಗಿ ನೀಡುವಲ್ಲಿ ಅಕ್ರಮ ನಡೆದಿದೆ. ಯಾವ ನಿಯಮದಡಿಯಲ್ಲಿ ಮದ್ಯದಂಗಡಿಗಳಿಗೆ ಲೈಸೆನ್ಸ್ ನೀಡಿದಿರಿ ಎಂದು ಅಬಕಾರಿ ಅಧಿಕಾರಿಗಳ ವಿರುದ್ಧ ಶಾಸಕರು ಗರಂ ಆದರು. ತಾಲ್ಲೂಕಿನಲ್ಲಿ ಈಗಾಗಲೇ 90 ಮದ್ಯದ ಅಂಗಡಿಗಳಿವೆ. ಅವುಗಳ ಜೊತೆಗೆ ಹೊಸದಾಗಿ 29 ಅಂಗಡಿಗಳಿಗೆ ಕಾನೂನುಬಾಹಿರವಾಗಿ ಲೈಸೆನ್ಸ್ ನೀಡಲಾಗಿದೆ. ಈ ಬಗ್ಗೆ ಸಮಗ್ರ ತನಿಖೆ ನಡೆಯಬೇಕು ಎಂದು ಸಭೆಯಲ್ಲಿ ನಿರ್ಣಯ ಮಾಡಿದರು. ತಾಲ್ಲೂಕಿನ ವಿವಿಧ ವಿದ್ಯಾರ್ಥಿನಿಲಯಗಳಲ್ಲಿ 3 bbox=[47, 237, 303, 524]
column-divider bbox=[920, 1292, 922, 2422]
story5-column-1: ತುಮಕೂರು: ಜಿಲ್ಲೆಯ ಪಾವಗಡ ತಾಲ್ಲೂಕು ವೈ.ಎನ್. ಹೊಸಕೋಟೆ ಸಮುದಾಯ ಆರೋಗ್ಯ ಕೇಂದ್ರದಲ್ಲಿ ಖಾಲಿ ಇರುವ ಜಿಲ್ಲಾ ಅಂಧತ್ವ ನಿವಾರಣಾ ಕಾರ್ಯಕ್ರಮದಡಿ 1 ನೇತ್ರ ಸಹಾಯಕ(Para Medical Ophthalmic Assistant) ಹುದ್ದೆಗೆ ಗುತ್ತಿಗೆ ಆಧಾರದ ಮೇಲೆ ನೇಮಕಾತಿ ಮಾಡಿಕೊಳ್ಳಲು ಡಿಸೆಂಬರ್ 9ರಂದು ನೇರ ಸಂದರ್ಶನ ನಡೆಸಲಾಗುವುದು. ಆಸಕ್ತರು ಡಿಸೆಂಬರ್ 9ರಂದು ಬೆಳಿಗ್ಗೆ 10 ಗಂಟೆಗೆ ಜಿಲ್ಲಾ ಆರೋಗ್ಯ ಮತ್ತು ಕುಟುಂಬ ಕಲ್ಯಾಣಾಧಿಕಾರಿಗಳ ಕಚೇರಿಯಲ್ಲಿ ಹಾಜರಾಗಬೇಕು. ಅಸಕ್ತ ಅಭ್ಯರ್ಥಿಗಳು 2 ವರ್ಷದ Diploma in bbox=[932, 1758, 1191, 1929]
story2-column-3: ನರೇಂದ್ರ ಮೋದಿಯವರಿಗೆ ಗೌರವಿಸಲಾಯಿತ್ತು. ಈ ಕಾರ್ಯಕ್ರಮ ಸಂಚಾಲಕ ಹೂವಿನ ಅಲಂಕಾರದ ಜವಾಬ್ದಾರಿಯನ್ನು ಬಿಡದಿಯ ವಿಷ್ಣು ಫ್ಲವರ್ ಡೆಕೋರೇಷನ್ ಅವರಿಗೆ ವಹಿಸಲಾಗಿತ್ತು. ಅವರಿಂದ ತುಮಕೂರಿನ ಎಸ್‌ಎಲ್‌ಎನ್ ಫ್ಲವರ್ ಡೆಕೋರೇಷನ್ ಸಂಸ್ಥೆಯ ಉಷಾ ಭಾಸ್ಕರ್ ಅವರು ಹೂವಿನ ಸರಬರಾಜಿನ ಉಪ ಗುತ್ತಿಗೆ ಪಡೆದಿದ್ದರು. ಪ್ರಧಾನಿ ನರೇಂದ್ರ ಮೋದಿಯವರನ್ನು ಗೌರವಿಸಲು ವಿಶೇಷ ಪೇಟ ಅವಶ್ಯವಿದ್ದು ಇದನ್ನು ಮಾಡಿಕೊಡುವಂತೆ ಉಷಾ ಭಾಸ್ಕರ್ ಅವರಿಗೆ ಸೂಚನೆ ನೀಡಲಾಗಿತ್ತು. ಉಷಾ ಭಾಸ್ಕರ್ ಅವರು ವಿಷ್ಣು ಫ್ಲವರ್ ಡೆಕೋರೇಷನ್‌ನ ಯೋಗನಂದ ಅವರ ಜೊತೆ ಸೇರಿ ಪೇಟ ತಯಾರಿಸಿದರು. ಮದುವೆ ಇತ್ಯಾದಿ ಕಾರ್ಯಕ್ರಮಗಳಿಗೆ ಪೇಟ, ಬಾಸಿಂಗ, ಚಿತ್ರ ಚಾಮರ, ಕೊಲ್ಲಾಯಿ ಕಟ್ಟಿ ಕುಸುರಿ ಕೆಲಸದ ಅಲಂಕಾರಿಕ ವಸ್ತುಗಳನ್ನು ತಯಾರಿಸುವ ಕೌಶಲ್ಯ ಹೊಂದಿದ್ದ ಉಷಾ ಅವರು ಈ ಅವಕಾಶವನ್ನು ಸ್ವೀಕರಿಸಿದರು. ಮನೆಯಲ್ಲಿದ್ದುಕೊಂಡೇ ಸ್ವಉದ್ಯೋಗ ಮಾಡುತ್ತಿದ್ದ ಉಷಾ ಅವರು ತಮ್ಮ ಕೌಶಲ್ಯದಿಂದ ಈ ವಿಶೇಷ ಪೇಟ ತಯಾರಿಸಿದ್ದಾರೆ. bbox=[574, 805, 845, 1092]
date-item: ಡಿಸೆಂಬರ್ 22 : ಚಳಿಗಾಲದ ಅಯನ ಸಂಕ್ರಾಂತಿ bbox=[1135, 1005, 1307, 1019]
story1-column-3: ಬೇಜವಾಬ್ದಾರಿತನ ತೋರಿದ್ದಾರೆ ಎಂದು ಸಿಟ್ಟಿಗೆದ್ದ ಶಾಸಕರು, ಕೂಡಲೇ ನಿವೇಶನಗಳನ್ನು ವಿಂಗಡಿಸಿ ಸಿದ್ಧಪಡಿಸುವಂತೆ ತಿಳಿಸಿದರು. ತಾಲ್ಲೂಕಿನಲ್ಲಿ 184 ಕಂದಾಯ ಗ್ರಾಮಗಳನ್ನು ಘೋಷಣೆ ಮಾಡಲಾಗಿದೆ. ಇನ್ನೂ 66 ಗ್ರಾಮಗಳ ಘೋಷಣೆ ಅನುಮೋದನೆಗಾಗಿ ಬಾಕಿ ಇದ್ದು ಶೀಘ್ರ ಕ್ರಮ ತೆಗೆದುಕೊಳ್ಳುವಂತೆ ತಹಶೀಲ್ದಾರರಿಗೆ ತಿಳಿಸಿದರು. ತಾಲ್ಲೂಕಿನ 365 ಸ್ಮಶಾನಗಳನ್ನು ಗುರುತಿಸಲಾಗಿದೆ. ಈ ಪೈಕಿ 96 ಸ್ಮಶಾನಗಳ ಹಕ್ಕಿನಲ್ಲಿ ಹೆಸರಿಲ್ಲ. ಉಳಿದ ಸ್ಮಶಾನಗಳ ಹಕ್ಕುಗಳಿಗೆ ಕ್ರಮ ತೆಗೆದುಕೊಳ್ಳಲು ಕಂದಾಯ ಅಧಿಕಾರಿಗಳಿಗೆ ತಿಳಿಸಿದರು. bbox=[589, 460, 867, 611]
date-item: ಡಿಸೆಂಬರ್ 18: ಅಂತರರಾಷ್ಟ್ರೀಯ ವಲಸಿಗರ ದಿನ bbox=[1135, 867, 1312, 881]
date-item: ಡಿಸೆಂಬರ್ 18: ಭಾರತದ ಅಲ್ಪಸಂಖ್ಯಾತ ಹಕ್ಕುಗಳ ದಿನ bbox=[1135, 890, 1333, 904]
date-item: ಡಿಸೆಂಬರ್ 12: ಯುನಿವರ್ಸಲ್ ಹೆಲ್ತ್ ಕವರೇಜ್ ದಿನ bbox=[1135, 660, 1331, 674]
masthead bbox=[42, 75, 1506, 106]
divider bbox=[45, 737, 1114, 739]
date-item: ಡಿಸೆಂಬರ್ 10: ಅಂತರರಾಷ್ಟ್ರೀಯ ಪ್ರಾಣಿ ಹಕ್ಕುಗಳ ದಿನ bbox=[1135, 567, 1334, 581]
masthead-logo: ಪ್ರಜಾ ಮನ bbox=[42, 78, 96, 96]
date-item: ಡಿಸೆಂಬರ್ 4 : ಭಾರತೀಯ ನೌಕಾಪಡೆಯ ದಿನ bbox=[1135, 291, 1303, 305]
date-item: ಡಿಸೆಂಬರ್ 31: ಹೊಸ ವರ್ಷದ ಮುನ್ನಾದಿನ bbox=[1135, 1212, 1297, 1227]
december-dates-box bbox=[1125, 105, 1468, 1289]
story7-headline-1: ಹುಳಿಯಾರು ಪೊಲೀಸ್ ಠಾಣೆಯಲ್ಲಿ ಬ್ಯಾಂಕ್ ಹಾಗೂ ಜ್ಯುವೆಲರ್ಸ್‌ಗಳಿಗೆ bbox=[45, 1725, 690, 1758]
story1-photo bbox=[315, 235, 873, 452]
date-item: ಡಿಸೆಂಬರ್ 21 : ಚಳಿಗಾಲದ ಅಯನ ಸಂಕ್ರಾಂತಿ bbox=[1135, 959, 1307, 973]
story3-headline: ಶ್ರೀಕ್ಷೇತ್ರದ ಯೋಜನೆಯಿಂದ ಕೆರೆಗಳ ಪುನಶ್ಚೇತನ, ದೇವಸ್ಥಾನಗಳ ಅಭಿವೃದ್ಧಿಗೆ ನೆರವು bbox=[45, 1324, 767, 1356]
story5-headline: ನೇತ್ರ ಸಹಾಯಕರ ಹುದ್ದೆ : ಡಿ.9ರಂದು ನೇರ ಸಂದರ್ಶನ bbox=[931, 1712, 1383, 1742]
